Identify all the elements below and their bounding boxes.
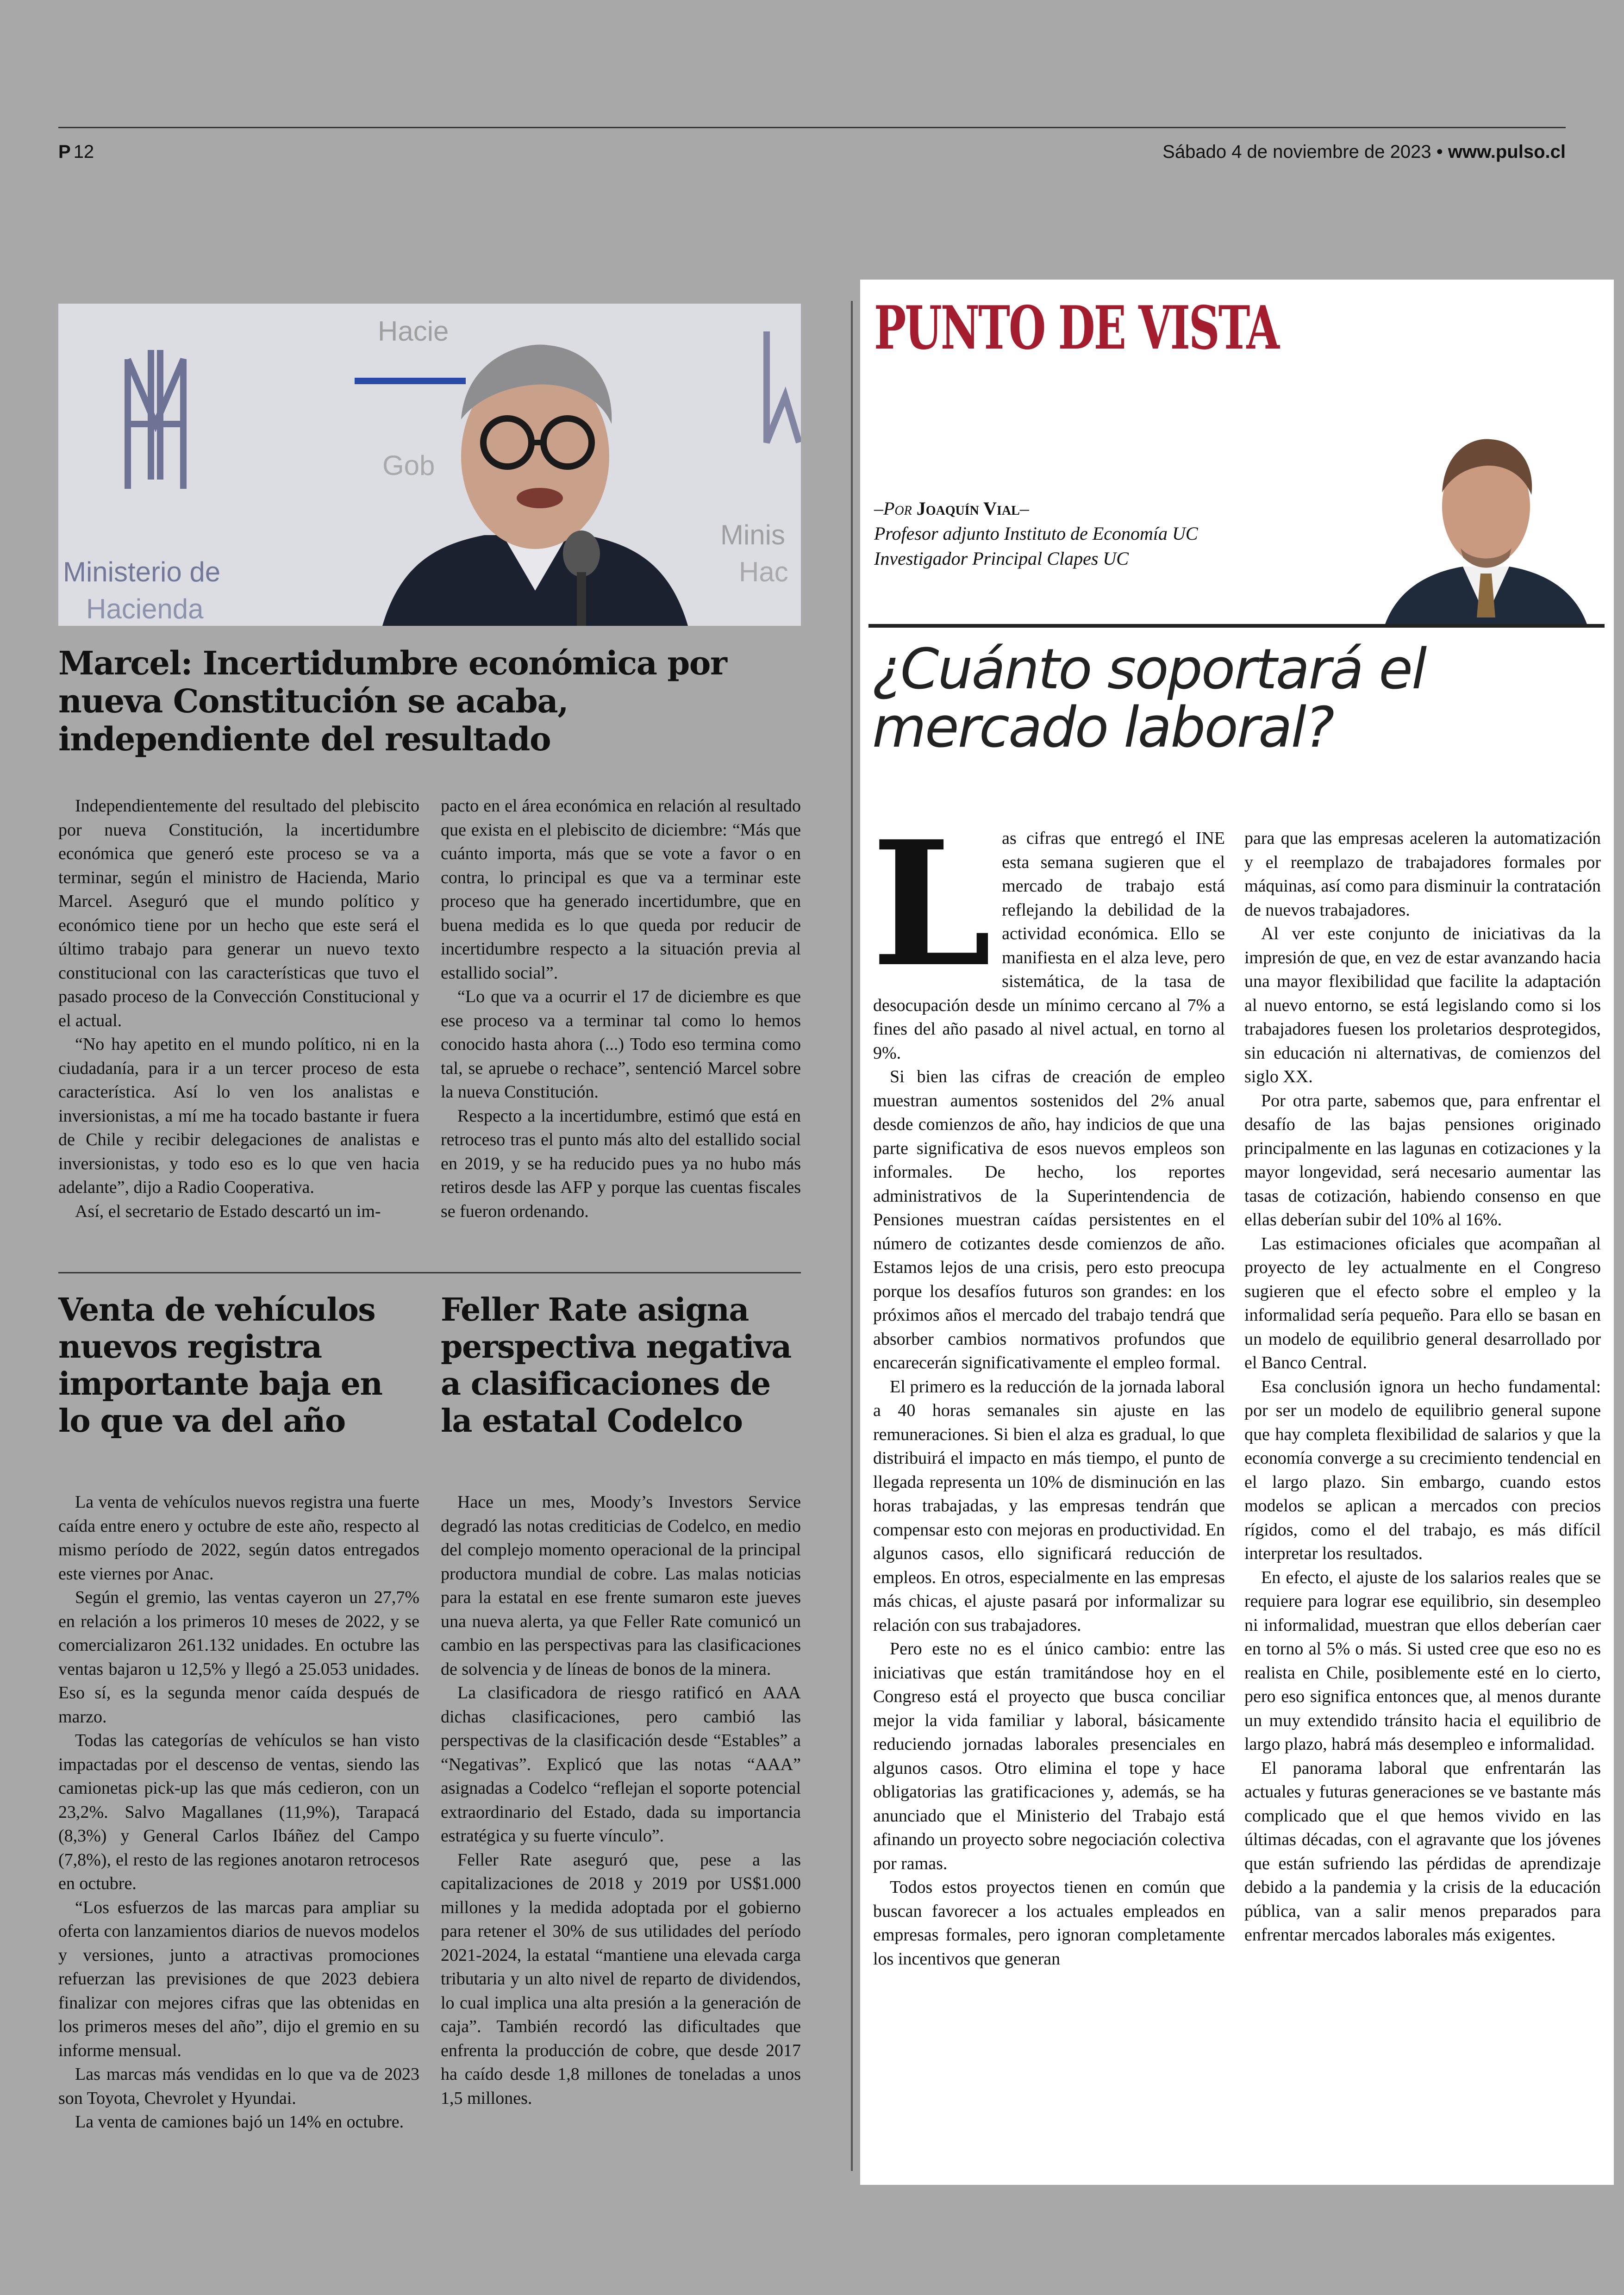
- vehiculos-body: [58, 1491, 419, 2134]
- paragraph: Feller Rate aseguró que, pese a las capitalizaciones de 2018 y 2019 por US$1.000 millones y la medida adoptada por el gobierno para retener el 30% de sus utilidades del período 2021-2024, la estatal “mantiene una elevada carga tributaria y un alto nivel de reparto de dividendos, lo cual implica una alta presión a la generación de caja”. También recordó las dificultades que enfrenta la producción de cobre, que desde 2017 ha caído desde 1,8 millones de toneladas a unos 1,5 millones.: [441, 1850, 801, 2108]
- ministerio-wall-text: Ministerio de: [63, 556, 221, 587]
- paragraph: Esa conclusión ignora un hecho fundamental: por ser un modelo de equilibrio general supone que hay completa flexibilidad de salarios y que la economía converge a su crecimiento tendencial en el largo plazo. Sin embargo, cuando estos modelos se aplican a mercados con precios rígidos, como el del trabajo, es más difícil interpretar los resultados.: [1244, 1377, 1601, 1563]
- drop-cap: L: [871, 804, 992, 1005]
- paragraph: Al ver este conjunto de iniciativas da la impresión de que, en vez de estar avanzando hacia una mayor flexibilidad que facilite la adaptación al nuevo entorno, se está legislando como si los trabajadores fuesen los proletarios desprotegidos, sin educación ni alternativas, de comienzos del siglo XX.: [1244, 924, 1601, 1086]
- paragraph: “Lo que va a ocurrir el 17 de diciembre es que ese proceso va a terminar tal como lo hemos conocido hasta ahora (...) Todo eso termina como tal, se apruebe o rechace”, sentenció Marcel sobre la nueva Constitución.: [441, 987, 801, 1102]
- feller-headline: Feller Rate asigna perspectiva negativa a clasificaciones de la estatal Codelco: [441, 1291, 791, 1440]
- paragraph: para que las empresas aceleren la automatización y el reemplazo de trabajadores formales por máquinas, así como para disminuir la contratación de nuevos trabajadores.: [1244, 829, 1601, 920]
- feller-body: [441, 1491, 801, 2110]
- paragraph: pacto en el área económica en relación al resultado que exista en el plebiscito de diciembre: “Más que cuánto importa, más que se vote a favor o en contra, lo principal es que va a terminar este proceso que ha generado incertidumbre, que en buena medida es lo que queda por reducir de incertidumbre respecto a la situación previa al estallido social”.: [441, 796, 801, 983]
- page-number: P 12: [58, 142, 94, 162]
- marcel-photo-illustration: [58, 304, 801, 626]
- paragraph: La venta de camiones bajó un 14% en octubre.: [75, 2112, 404, 2132]
- paragraph: Todos estos proyectos tienen en común que buscan favorecer a los actuales empleados en empresas formales, pero ignoran completamente los incentivos que generan: [873, 1877, 1225, 1969]
- paragraph: En efecto, el ajuste de los salarios reales que se requiere para lograr ese equilibrio, sin desempleo ni informalidad, muestran que ellos deberían caer en torno al 5% o más. Si usted cree que eso no es realista en Chile, posiblemente esté en lo cierto, pero eso significa entonces que, al menos durante un muy extendido tránsito hacia el equilibrio de largo plazo, habrá más desempleo e informalidad.: [1244, 1567, 1601, 1754]
- paragraph: Por otra parte, sabemos que, para enfrentar el desafío de las bajas pensiones originado principalmente en las lagunas en cotizaciones y la mayor longevidad, será necesario aumentar las tasas de cotización, habiendo consenso en que ellas deberían subir del 10% al 16%.: [1244, 1091, 1601, 1229]
- header-rule: [58, 127, 1566, 128]
- author-role-2: Investigador Principal Clapes UC: [874, 548, 1129, 569]
- svg-text:Minis: Minis: [720, 519, 786, 550]
- paragraph: Independientemente del resultado del plebiscito por nueva Constitución, la incertidumbre económica que generó este proceso se va a terminar, según el ministro de Hacienda, Mario Marcel. Aseguró que el mundo político y económico tiene por un hecho que este será el último trabajo para generar un nuevo texto constitucional con las características que tuvo el pasado proceso de la Convección Constitucional y el actual.: [58, 796, 419, 1030]
- paragraph: Las marcas más vendidas en lo que va de 2023 son Toyota, Chevrolet y Hyundai.: [58, 2064, 419, 2108]
- opinion-column-2: [1244, 827, 1601, 1947]
- marcel-column-1: [58, 794, 419, 1223]
- panel-rule: [868, 624, 1605, 628]
- paragraph: Todas las categorías de vehículos se han visto impactadas por el descenso de ventas, siendo las camionetas pick-up las que más cedieron, con un 23,2%. Salvo Magallanes (11,9%), Tarapacá (8,3%) y General Carlos Ibáñez del Campo (7,8%), el resto de las regiones anotaron retrocesos en octubre.: [58, 1731, 419, 1893]
- marcel-headline: Marcel: Incertidumbre económica por nueva Constitución se acaba, independiente del resultado: [58, 644, 727, 758]
- svg-text:Hacie: Hacie: [378, 316, 449, 347]
- paragraph: Si bien las cifras de creación de empleo muestran aumentos sostenidos del 2% anual desde comienzos de año, hay indicios de que una parte significativa de esos nuevos empleos son informales. De hecho, los reportes administrativos de la Superintendencia de Pensiones muestran caídas persistentes en el número de cotizantes desde comienzos de año. Estamos lejos de una crisis, pero esto preocupa porque los desafíos futuros son grandes: en los próximos años el mercado del trabajo tendrá que absorber cambios normativos profundos que encarecerán significativamente el empleo formal.: [873, 1067, 1225, 1372]
- paragraph: Según el gremio, las ventas cayeron un 27,7% en relación a los primeros 10 meses de 2022, y se comercializaron 261.132 unidades. En octubre las ventas bajaron u 12,5% y llegó a 25.053 unidades. Eso sí, es la segunda menor caída después de marzo.: [58, 1588, 419, 1727]
- vehiculos-headline: Venta de vehículos nuevos registra importante baja en lo que va del año: [58, 1291, 382, 1440]
- paragraph: El panorama laboral que enfrentarán las actuales y futuras generaciones se ve bastante más complicado que el que hemos vivido en las últimas décadas, con el agravante que los jóvenes que están sufriendo las pérdidas de aprendizaje debido a la pandemia y la crisis de la educación pública, van a salir menos preparados para enfrentar mercados laborales más exigentes.: [1244, 1758, 1601, 1945]
- opinion-headline: ¿Cuánto soportará el mercado laboral?: [872, 637, 1426, 760]
- punto-de-vista-panel: [860, 280, 1614, 2185]
- author-role-1: Profesor adjunto Instituto de Economía UC: [874, 523, 1198, 544]
- website-link[interactable]: www.pulso.cl: [1448, 142, 1566, 162]
- author-portrait: [1370, 414, 1600, 627]
- svg-text:Hacienda: Hacienda: [86, 593, 204, 624]
- marcel-column-2: [441, 794, 801, 1223]
- paragraph: La venta de vehículos nuevos registra una fuerte caída entre enero y octubre de este año, respecto al mismo período de 2022, según datos entregados este viernes por Anac.: [58, 1492, 419, 1584]
- svg-text:Gob: Gob: [382, 450, 435, 481]
- paragraph: Las estimaciones oficiales que acompañan al proyecto de ley actualmente en el Congreso sugieren que el efecto sobre el empleo y la informalidad sería pequeño. Para ello se basan en un modelo de equilibrio general desarrollado por el Banco Central.: [1244, 1234, 1601, 1372]
- column-divider: [851, 301, 853, 2171]
- issue-date: Sábado 4 de noviembre de 2023: [1162, 142, 1431, 162]
- marcel-photo: [58, 304, 801, 626]
- paragraph: Pero este no es el único cambio: entre las iniciativas que están tramitándose hoy en el Congreso está el proyecto que busca conciliar mejor la vida familiar y laboral, básicamente reduciendo jornadas laborales presenciales en algunos casos. Otro elimina el tope y hace obligatorias las gratificaciones y, además, se ha anunciado que el Ministerio del Trabajo está afinando un proyecto sobre negociación colectiva por ramas.: [873, 1639, 1225, 1873]
- paragraph: “No hay apetito en el mundo político, ni en la ciudadanía, para ir a un tercer proceso de esta característica. Así lo ven los analistas e inversionistas, a mí me ha tocado bastante ir fuera de Chile y recibir delegaciones de analistas e inversionistas, y todo eso es lo que ven hacia adelante”, dijo a Radio Cooperativa.: [58, 1035, 419, 1197]
- author-photo: [1370, 414, 1600, 627]
- author-name: Joaquín Vial: [916, 498, 1020, 519]
- dateline: Sábado 4 de noviembre de 2023 • www.pulso.cl: [1162, 142, 1566, 162]
- paragraph: La clasificadora de riesgo ratificó en AAA dichas clasificaciones, pero cambió las perspectivas de la clasificación desde “Estables” a “Negativas”. Explicó que las notas “AAA” asignadas a Codelco “reflejan el soporte potencial extraordinario del Estado, dada su importancia estratégica y su fuerte vínculo”.: [441, 1683, 801, 1846]
- paragraph: “Los esfuerzos de las marcas para ampliar su oferta con lanzamientos diarios de nuevos modelos y versiones, junto a atractivas promociones refuerzan las previsiones de que 2023 debiera finalizar con mejores cifras que las obtenidas en los primeros meses del año”, dijo el gremio en su informe mensual.: [58, 1897, 419, 2060]
- paragraph: Hace un mes, Moody’s Investors Service degradó las notas crediticias de Codelco, en medio del complejo momento operacional de la principal productora mundial de cobre. Las malas noticias para la estatal en ese frente sumaron este jueves una nueva alerta, ya que Feller Rate comunicó un cambio en las perspectivas para las clasificaciones de solvencia y de líneas de bonos de la minera.: [441, 1492, 801, 1679]
- svg-text:Hac: Hac: [739, 556, 788, 587]
- paragraph: Así, el secretario de Estado descartó un im-: [75, 1201, 381, 1221]
- section-divider: [58, 1272, 801, 1273]
- section-title: PUNTO DE VISTA: [874, 293, 1278, 363]
- paragraph: Respecto a la incertidumbre, estimó que está en retroceso tras el punto más alto del estallido social en 2019, y se ha reducido pues ya no hubo más retiros desde las AFP y porque las cuentas fiscales se fueron ordenando.: [441, 1106, 801, 1221]
- paragraph: as cifras que entregó el INE esta semana sugieren que el mercado de trabajo está reflejando la debilidad de la actividad económica. Ello se manifiesta en el alza leve, pero sistemática, de la tasa de desocupación desde un mínimo cercano al 7% a fines del año pasado al nivel actual, en torno al 9%.: [873, 829, 1225, 1063]
- opinion-column-1: [871, 804, 1225, 1971]
- author-byline: –Por Joaquín Vial– Profesor adjunto Instituto de Economía UC Investigador Principal Clapes UC: [874, 496, 1198, 571]
- paragraph: El primero es la reducción de la jornada laboral a 40 horas semanales sin ajuste en las remuneraciones. Si bien el alza es gradual, lo que distribuirá el impacto en más tiempo, el punto de llegada representa un 10% de disminución en las horas trabajadas, y las empresas tendrán que compensar esto con mejoras en productividad. En algunos casos, ello significará reducción de empleos. En otros, especialmente en las empresas más chicas, el ajuste pasará por informalizar su relación con sus trabajadores.: [873, 1377, 1225, 1635]
